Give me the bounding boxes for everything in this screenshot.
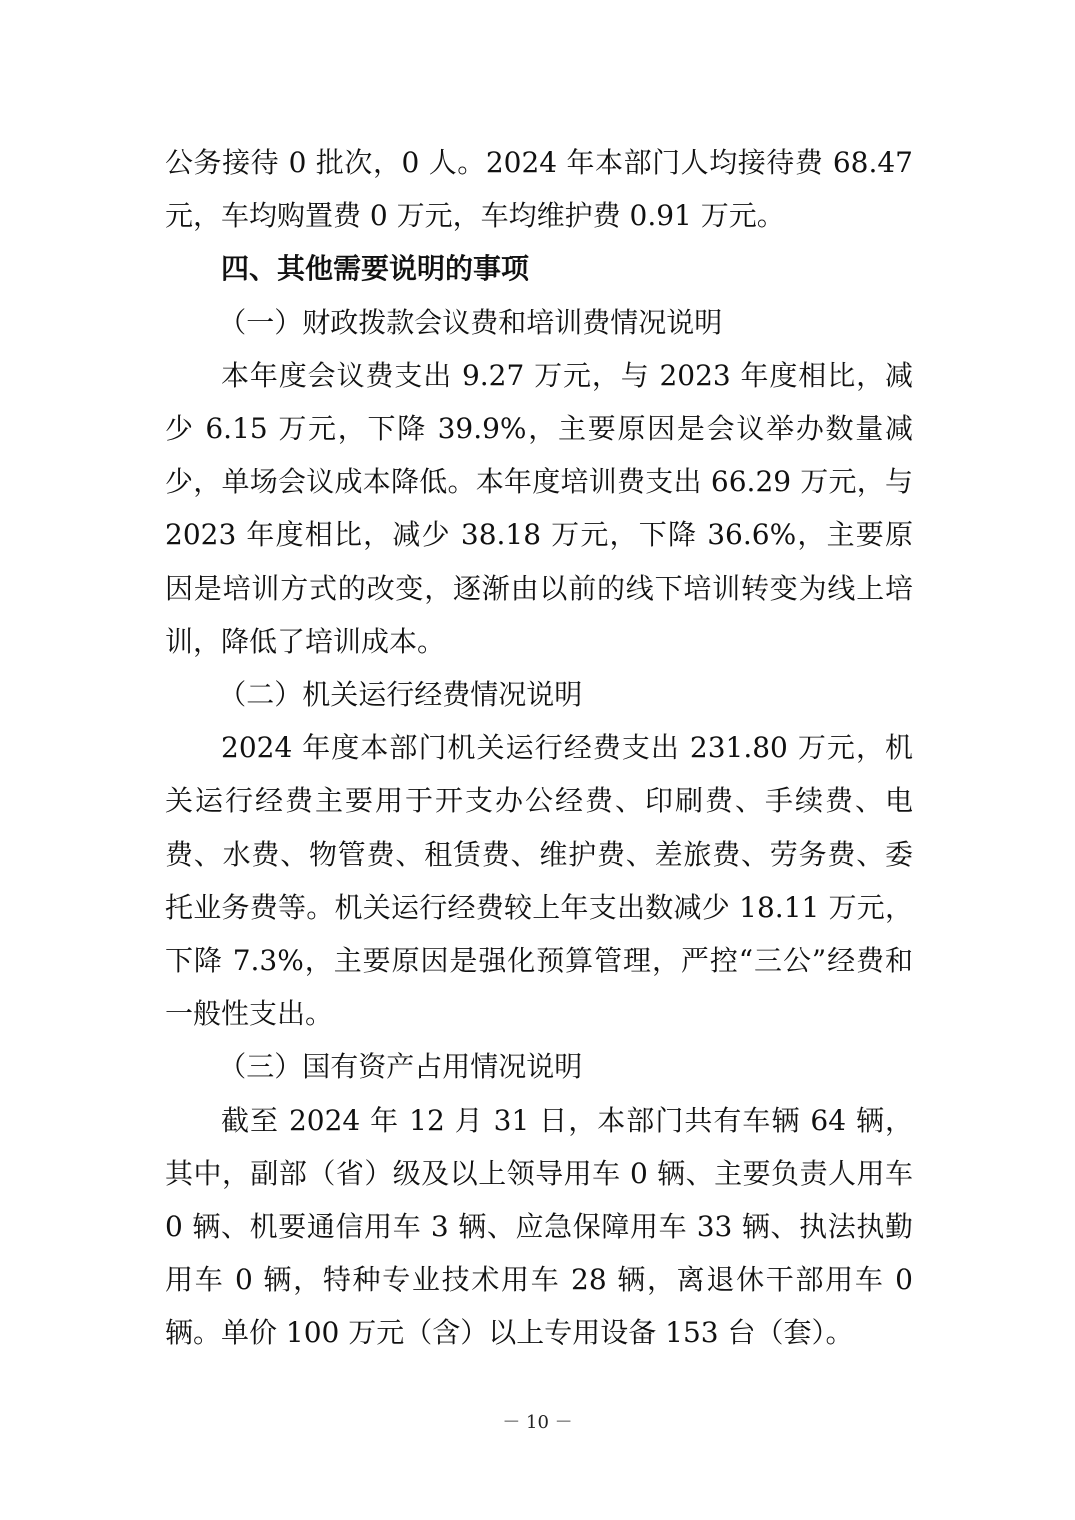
page-number: － 10 － (502, 1412, 573, 1433)
subheading-state-assets: （三）国有资产占用情况说明 (218, 1050, 583, 1084)
paragraph-operating-expenses: 2024 年度本部门机关运行经费支出 231.80 万元，机关运行经费主要用于开支办公经费、印刷费、手续费、电费、水费、物管费、租赁费、维护费、差旅费、劳务费、委托业务费等。机关运行经费较上年支出数减少 18.11 万元，下降 7.3%，主要原因是强化预算管理，严控“三公”经费和一般性支出。 (165, 731, 913, 1031)
subheading-operating-expenses: （二）机关运行经费情况说明 (218, 678, 583, 712)
document-body (165, 136, 913, 1360)
subheading-meeting-training-fees: （一）财政拨款会议费和培训费情况说明 (218, 305, 723, 339)
paragraph-meeting-training-fees: 本年度会议费支出 9.27 万元，与 2023 年度相比，减少 6.15 万元，下降 39.9%，主要原因是会议举办数量减少，单场会议成本降低。本年度培训费支出 66.29 万元，与 2023 年度相比，减少 38.18 万元，下降 36.6%，主要原因是培训方式的改变，逐渐由以前的线下培训转变为线上培训，降低了培训成本。 (165, 358, 913, 658)
section-heading-other-matters: 四、其他需要说明的事项 (221, 252, 530, 286)
paragraph-reception-summary: 公务接待 0 批次，0 人。2024 年本部门人均接待费 68.47 元，车均购置费 0 万元，车均维护费 0.91 万元。 (165, 146, 913, 233)
paragraph-state-assets: 截至 2024 年 12 月 31 日，本部门共有车辆 64 辆，其中，副部（省）级及以上领导用车 0 辆、主要负责人用车 0 辆、机要通信用车 3 辆、应急保障用车 33 辆、执法执勤用车 0 辆，特种专业技术用车 28 辆，离退休干部用车 0 辆。单价 100 万元（含）以上专用设备 153 台（套）。 (165, 1103, 913, 1350)
